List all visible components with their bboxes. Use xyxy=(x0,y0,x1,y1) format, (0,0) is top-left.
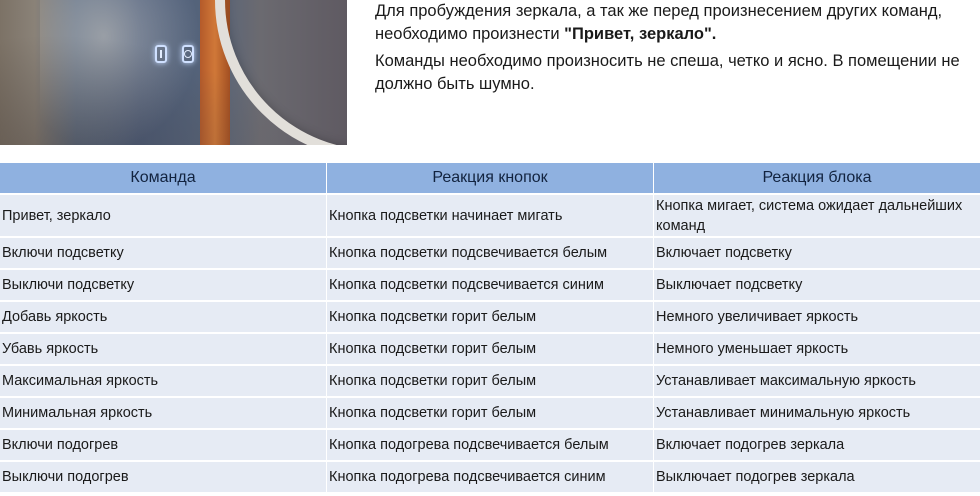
button-reaction-cell: Кнопка подогрева подсвечивается синим xyxy=(327,462,654,494)
intro-text xyxy=(375,0,965,100)
unit-reaction-cell: Немного уменьшает яркость xyxy=(654,334,980,366)
table-header-row xyxy=(0,163,980,195)
button-reaction-cell: Кнопка подсветки горит белым xyxy=(327,302,654,334)
command-cell: Включи подсветку xyxy=(0,238,327,270)
table-row xyxy=(0,334,980,366)
command-cell: Выключи подогрев xyxy=(0,462,327,494)
voice-commands-table xyxy=(0,163,980,494)
command-cell: Максимальная яркость xyxy=(0,366,327,398)
light-button-icon xyxy=(155,45,167,63)
table-row xyxy=(0,270,980,302)
command-cell: Минимальная яркость xyxy=(0,398,327,430)
table-row xyxy=(0,195,980,238)
wake-phrase: "Привет, зеркало". xyxy=(564,25,717,43)
button-reaction-cell: Кнопка подсветки горит белым xyxy=(327,366,654,398)
unit-reaction-cell: Выключает подсветку xyxy=(654,270,980,302)
button-reaction-cell: Кнопка подсветки горит белым xyxy=(327,398,654,430)
table-row xyxy=(0,398,980,430)
intro-paragraph-2: Команды необходимо произносить не спеша, четко и ясно. В помещении не должно быть шумно. xyxy=(375,52,960,93)
power-button-icon xyxy=(182,45,194,63)
table-row xyxy=(0,238,980,270)
button-reaction-cell: Кнопка подсветки подсвечивается синим xyxy=(327,270,654,302)
header-button-reaction: Реакция кнопок xyxy=(327,163,654,195)
command-cell: Убавь яркость xyxy=(0,334,327,366)
command-cell: Привет, зеркало xyxy=(0,195,327,238)
unit-reaction-cell: Устанавливает минимальную яркость xyxy=(654,398,980,430)
button-reaction-cell: Кнопка подсветки горит белым xyxy=(327,334,654,366)
command-cell: Добавь яркость xyxy=(0,302,327,334)
unit-reaction-cell: Включает подогрев зеркала xyxy=(654,430,980,462)
table-row xyxy=(0,430,980,462)
table-row xyxy=(0,462,980,494)
intro-paragraph-1-text: Для пробуждения зеркала, а так же перед произнесением других команд, необходимо произнести xyxy=(375,2,943,43)
unit-reaction-cell: Устанавливает максимальную яркость xyxy=(654,366,980,398)
button-reaction-cell: Кнопка подсветки подсвечивается белым xyxy=(327,238,654,270)
header-unit-reaction: Реакция блока xyxy=(654,163,980,195)
table-row xyxy=(0,302,980,334)
intro-paragraph-1 xyxy=(375,0,965,46)
button-reaction-cell: Кнопка подсветки начинает мигать xyxy=(327,195,654,238)
photo-shadow xyxy=(0,0,347,145)
command-cell: Включи подогрев xyxy=(0,430,327,462)
unit-reaction-cell: Немного увеличивает яркость xyxy=(654,302,980,334)
mirror-photo xyxy=(0,0,347,145)
table-row xyxy=(0,366,980,398)
header-command: Команда xyxy=(0,163,327,195)
unit-reaction-cell: Кнопка мигает, система ожидает дальнейших команд xyxy=(654,195,980,238)
button-reaction-cell: Кнопка подогрева подсвечивается белым xyxy=(327,430,654,462)
unit-reaction-cell: Выключает подогрев зеркала xyxy=(654,462,980,494)
unit-reaction-cell: Включает подсветку xyxy=(654,238,980,270)
command-cell: Выключи подсветку xyxy=(0,270,327,302)
